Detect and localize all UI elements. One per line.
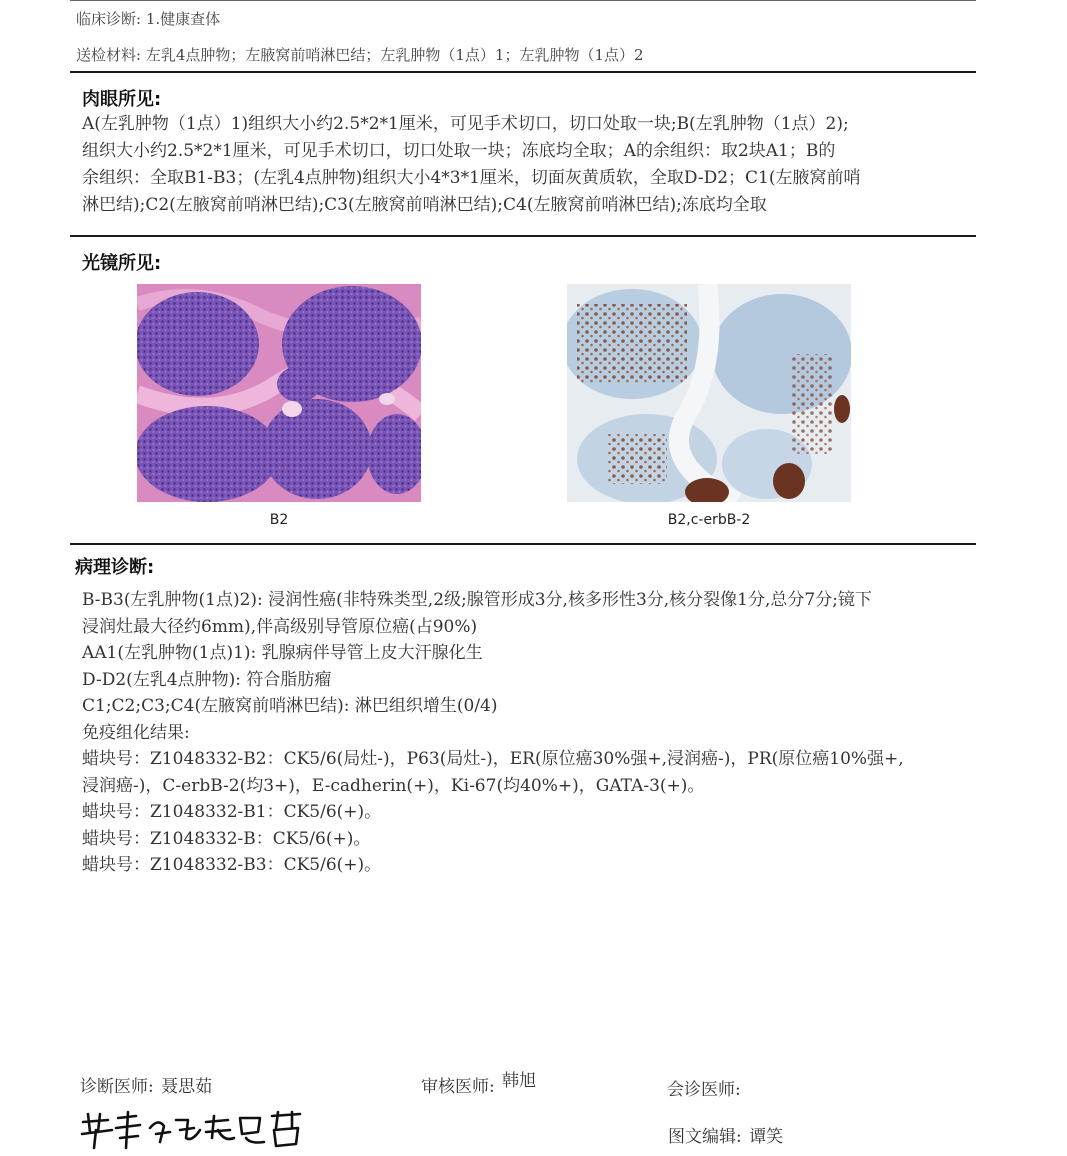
diagnosis-text bbox=[82, 587, 974, 879]
specimen-materials: 送检材料: 左乳4点肿物；左腋窝前哨淋巴结；左乳肿物（1点）1；左乳肿物（1点）2 bbox=[76, 46, 644, 64]
reviewing-physician-name: 韩旭 bbox=[502, 1071, 537, 1091]
diagnosis-line: AA1(左乳肿物(1点)1): 乳腺病伴导管上皮大汗腺化生 bbox=[82, 643, 483, 663]
gross-line: 淋巴结);C2(左腋窝前哨淋巴结);C3(左腋窝前哨淋巴结);C4(左腋窝前哨淋巴结);冻底均全取 bbox=[82, 195, 767, 215]
diagnosis-title: 病理诊断: bbox=[75, 557, 155, 578]
diagnosis-line: C1;C2;C3;C4(左腋窝前哨淋巴结): 淋巴组织增生(0/4) bbox=[82, 696, 498, 716]
diagnosis-line: 浸润灶最大径约6mm),伴高级别导管原位癌(占90%) bbox=[82, 616, 478, 637]
top-rule bbox=[70, 0, 976, 1]
diagnosis-line: D-D2(左乳4点肿物): 符合脂肪瘤 bbox=[82, 669, 332, 690]
reviewing-physician bbox=[421, 1072, 536, 1097]
gross-title: 肉眼所见: bbox=[82, 89, 162, 110]
image-editor bbox=[668, 1122, 783, 1147]
consulting-physician bbox=[667, 1075, 743, 1100]
diagnosis-line: 免疫组化结果: bbox=[82, 722, 190, 743]
gross-line: A(左乳肿物（1点）1)组织大小约2.5*2*1厘米，可见手术切口，切口处取一块;B(左乳肿物（1点）2); bbox=[82, 114, 849, 134]
consulting-physician-label: 会诊医师: bbox=[667, 1080, 741, 1100]
diagnosing-physician-name: 聂思茹 bbox=[161, 1077, 213, 1097]
clinical-diagnosis: 临床诊断: 1.健康查体 bbox=[76, 10, 221, 28]
he-stain-image bbox=[137, 284, 421, 502]
ihc-stain-image bbox=[567, 284, 851, 502]
diagnosing-physician-label: 诊断医师: bbox=[80, 1077, 154, 1097]
diagnosis-line: 蜡块号：Z1048332-B：CK5/6(+)。 bbox=[82, 828, 371, 849]
diagnosis-line: 蜡块号：Z1048332-B2：CK5/6(局灶-)，P63(局灶-)，ER(原位癌30%强+,浸润癌-)，PR(原位癌10%强+, bbox=[82, 749, 904, 769]
image-editor-label: 图文编辑: bbox=[668, 1127, 742, 1147]
image-editor-name: 谭笑 bbox=[749, 1127, 784, 1147]
handwritten-signature bbox=[78, 1108, 308, 1152]
diagnosis-line: 蜡块号：Z1048332-B3：CK5/6(+)。 bbox=[82, 855, 382, 875]
diagnosis-line: 蜡块号：Z1048332-B1：CK5/6(+)。 bbox=[82, 802, 382, 822]
microscopy-title: 光镜所见: bbox=[82, 253, 162, 274]
section-divider bbox=[70, 235, 976, 237]
ihc-image-caption: B2,c-erbB-2 bbox=[667, 512, 751, 528]
gross-text bbox=[82, 111, 974, 219]
gross-line: 余组织：全取B1-B3；(左乳4点肿物)组织大小4*3*1厘米，切面灰黄质软，全取D-D2；C1(左腋窝前哨 bbox=[82, 168, 861, 188]
he-image-caption: B2 bbox=[269, 512, 289, 528]
section-divider bbox=[70, 71, 976, 73]
diagnosis-line: 浸润癌-)，C-erbB-2(均3+)，E-cadherin(+)，Ki-67(均40%+)，GATA-3(+)。 bbox=[82, 775, 705, 796]
diagnosing-physician bbox=[80, 1072, 212, 1097]
section-divider bbox=[70, 543, 976, 545]
diagnosis-line: B-B3(左乳肿物(1点)2): 浸润性癌(非特殊类型,2级;腺管形成3分,核多形性3分,核分裂像1分,总分7分;镜下 bbox=[82, 590, 872, 610]
reviewing-physician-label: 审核医师: bbox=[421, 1077, 495, 1097]
gross-line: 组织大小约2.5*2*1厘米，可见手术切口，切口处取一块；冻底均全取；A的余组织：取2块A1；B的 bbox=[82, 141, 836, 161]
